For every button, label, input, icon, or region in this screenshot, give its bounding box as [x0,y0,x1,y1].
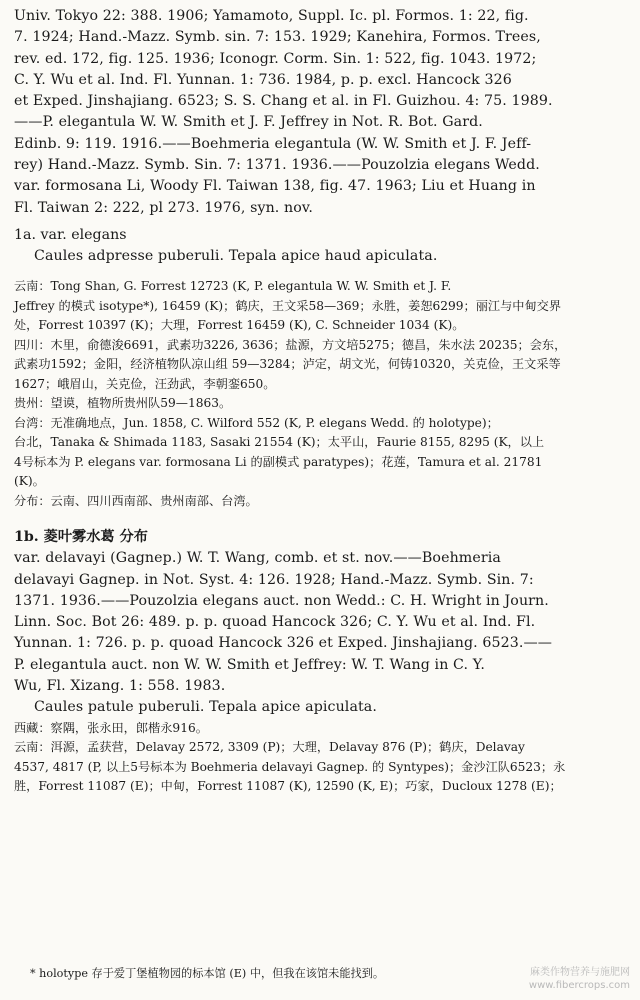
synonymy-paragraph-delavayi: var. delavayi (Gagnep.) W. T. Wang, comb. et st. nov.——Boehmeria delavayi Gagnep. in Not. Syst. 4: 126. 1928; Hand.-Mazz. Symb. Sin. 7: 1371. 1936.——Pouzolzia elegans auct. non Wedd.: C. H. Wright in Journ. Linn. Soc. Bot 26: 489. p. p. quoad Hancock 326; C. Y. Wu et al. Ind. Fl. Yunnan. 1: 726. p. p. quoad Hancock 326 et Exped. Jinshajiang. 6523.—— P. elegantula auct. non W. W. Smith et Jeffrey: W. T. Wang in C. Y. Wu, Fl. Xizang. 1: 558. 1983. [14,550,553,695]
watermark-line-1: 麻类作物营养与施肥网 [530,967,630,978]
synonymy-paragraph: Univ. Tokyo 22: 388. 1906; Yamamoto, Suppl. Ic. pl. Formos. 1: 22, fig. 7. 1924; Hand.-Mazz. Symb. sin. 7: 153. 1929; Kanehira, Formos. Trees, rev. ed. 172, fig. 125. 1936; Iconogr. Corm. Sin. 1: 522, fig. 1043. 1972; C. Y. Wu et al. Ind. Fl. Yunnan. 1: 736. 1984, p. p. excl. Hancock 326 et Exped. Jinshajiang. 6523; S. S. Chang et al. in Fl. Guizhou. 4: 75. 1989. ——P. elegantula W. W. Smith et J. F. Jeffrey in Not. R. Bot. Gard. Edinb. 9: 119. 1916.——Boehmeria elegantula (W. W. Smith et J. F. Jeff- rey) Hand.-Mazz. Symb. Sin. 7: 1371. 1936.——Pouzolzia elegans Wedd. var. formosana Li, Woody Fl. Taiwan 138, fig. 47. 1963; Liu et Huang in Fl. Taiwan 2: 222, pl 273. 1976, syn. nov. [14,8,553,216]
specimen-list-guizhou: 贵州：望谟，植物所贵州队59—1863。 [14,396,232,411]
specimen-list-yunnan: 云南：Tong Shan, G. Forrest 12723 (K, P. elegantula W. W. Smith et J. F. Jeffrey 的模式 isotype*), 16459 (K)；鹤庆，王文采58—369；永胜，姜恕6299；丽江与中甸交界 处，Forrest 10397 (K)；大理，Forrest 16459 (K), C. Schneider 1034 (K)。 [14,279,562,333]
variety-heading-elegans: 1a. var. elegans [14,226,127,243]
watermark-line-2: www.fibercrops.com [528,980,630,991]
document-page [14,6,626,797]
specimen-list-yunnan-delavayi: 云南：洱源，孟获营，Delavay 2572, 3309 (P)；大理，Delavay 876 (P)；鹤庆，Delavay 4537, 4817 (P, 以上5号标本为 Boehmeria delavayi Gagnep. 的 Syntypes)；金沙江队6523；永 胜，Forrest 11087 (E)；中甸，Forrest 11087 (K), 12590 (K, E)；巧家，Ducloux 1278 (E)； [14,740,566,794]
watermark [529,966,630,992]
variety-heading-delavayi: 1b. 菱叶雾水葛 分布 [14,529,148,546]
specimen-list-sichuan: 四川：木里，俞德浚6691，武素功3226, 3636；盐源，方文培5275；德昌，朱水法 20235；会东， 武素功1592；金阳，经济植物队凉山组 59—3284；泸定，胡文光，何铸10320，关克俭，王文采等 1627；峨眉山，关克俭，汪劲武，李朝銮650。 [14,337,567,391]
specimen-list-taiwan: 台湾：无准确地点，Jun. 1858, C. Wilford 552 (K, P. elegans Wedd. 的 holotype)； 台北，Tanaka & Shimada 1183, Sasaki 21554 (K)；太平山，Faurie 8155, 8295 (K，以上 4号标本为 P. elegans var. formosana Li 的副模式 paratypes)；花莲，Tamura et al. 21781 (K)。 [14,415,545,489]
footnote: * holotype 存于爱丁堡植物园的标本馆 (E) 中，但我在该馆未能找到。 [30,967,385,980]
distribution-line: 分布：云南、四川西南部、贵州南部、台湾。 [14,493,258,508]
latin-description: Caules adpresse puberuli. Tepala apice haud apiculata. [34,247,438,264]
latin-description-delavayi: Caules patule puberuli. Tepala apice apiculata. [34,699,377,716]
specimen-list-xizang: 西藏：察隅，张永田，郎楷永916。 [14,720,208,735]
